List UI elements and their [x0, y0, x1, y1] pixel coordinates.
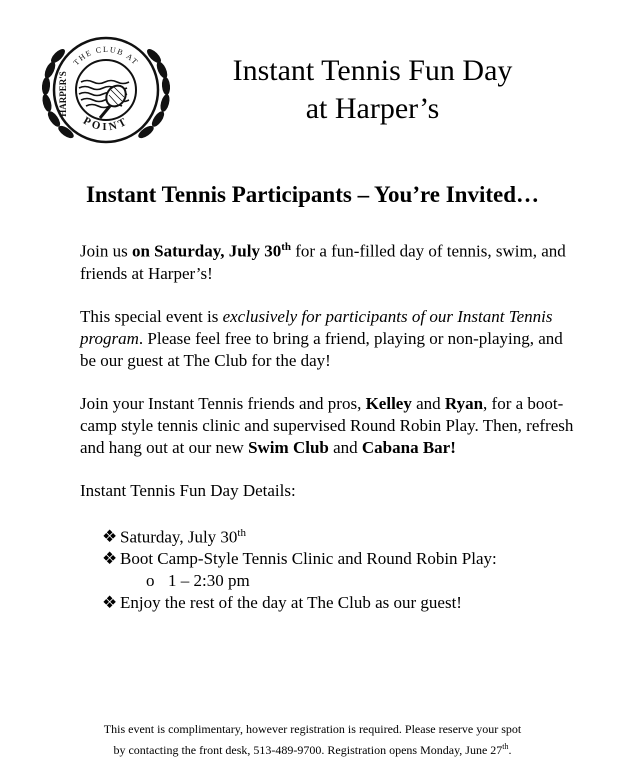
text: and — [411, 393, 445, 413]
superscript: th — [281, 241, 292, 253]
superscript: th — [237, 526, 246, 539]
diamond-bullet-icon: ❖ — [102, 527, 118, 547]
text: and — [328, 437, 362, 457]
emphasis: exclusively for participants of our Instant Tennis program — [80, 306, 553, 348]
logo-bottom-text: POINT — [81, 114, 131, 134]
footer-note — [0, 720, 625, 759]
circle-bullet-icon: o — [146, 571, 155, 591]
text: for a fun-filled day of tennis, swim, and friends at Harper’s! — [80, 241, 566, 283]
logo-top-text: THE CLUB AT — [71, 44, 141, 68]
title-line-2: at Harper’s — [305, 92, 440, 125]
text: This special event is — [80, 306, 223, 326]
footer-line-2 — [0, 738, 625, 759]
page-title — [180, 52, 565, 128]
club-logo — [36, 20, 176, 160]
svg-text:POINT — [81, 115, 131, 133]
text: Saturday, July 30 — [120, 527, 238, 547]
text: . — [508, 743, 512, 757]
invitation-heading: Instant Tennis Participants – You’re Invited… — [85, 182, 540, 207]
venue-name: Cabana Bar! — [361, 437, 456, 457]
text: 1 – 2:30 pm — [168, 571, 250, 591]
diamond-bullet-icon: ❖ — [102, 593, 118, 613]
paragraph-date — [80, 236, 580, 285]
details-list — [80, 522, 580, 615]
details-heading: Instant Tennis Fun Day Details: — [80, 480, 296, 500]
text: Join your Instant Tennis friends and pros, — [80, 393, 366, 413]
invitation-body — [80, 236, 580, 614]
list-item — [102, 592, 580, 614]
pro-name: Kelley — [365, 393, 412, 413]
list-item — [102, 548, 580, 570]
text: Boot Camp-Style Tennis Clinic and Round Robin Play: — [120, 549, 497, 569]
text: , for a boot-camp style tennis clinic and supervised Round Robin Play. Then, refresh and hang out at our new — [80, 393, 574, 457]
paragraph-clinic — [80, 393, 580, 459]
text: . Please feel free to bring a friend, playing or non-playing, and be our guest at The Club for the day! — [80, 328, 563, 370]
diamond-bullet-icon: ❖ — [102, 549, 118, 569]
svg-text:THE CLUB AT — [72, 45, 141, 67]
text: by contacting the front desk, 513-489-9700. Registration opens Monday, June 27 — [113, 743, 503, 757]
footer-line-1: This event is complimentary, however registration is required. Please reserve your spot — [103, 722, 522, 736]
superscript: th — [502, 742, 509, 751]
venue-name: Swim Club — [248, 437, 329, 457]
title-line-1: Instant Tennis Fun Day — [232, 54, 513, 87]
text: Enjoy the rest of the day at The Club as our guest! — [120, 593, 462, 613]
paragraph-exclusive — [80, 306, 580, 372]
list-item — [102, 522, 580, 549]
text: Join us — [80, 241, 132, 261]
logo-side-text: HARPER'S — [58, 71, 68, 117]
event-date: on Saturday, July 30 — [131, 241, 282, 261]
pro-name: Ryan — [444, 393, 484, 413]
sub-list-item — [102, 570, 580, 592]
